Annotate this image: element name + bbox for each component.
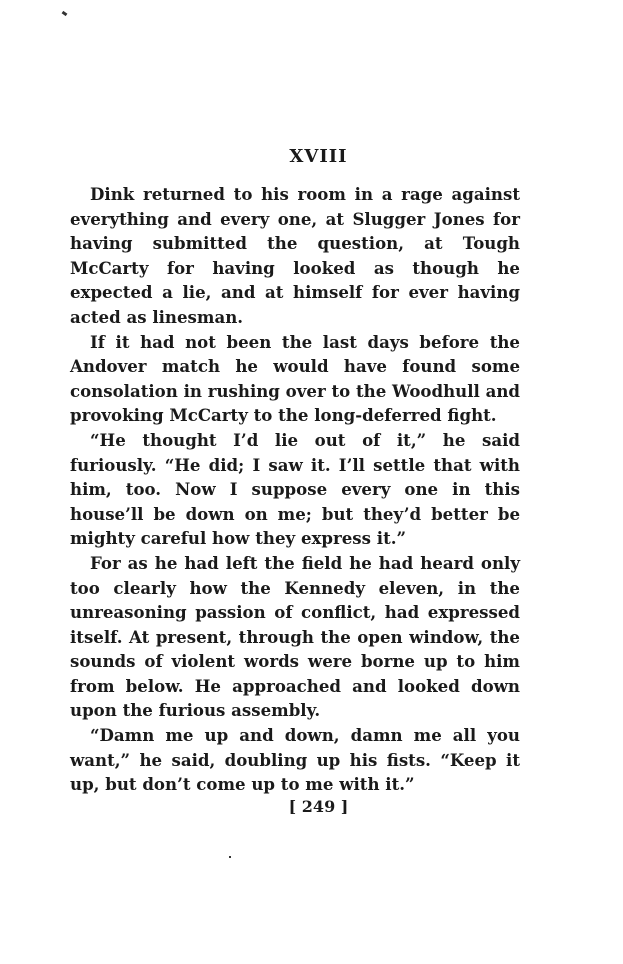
paragraph: For as he had left the field he had heard only too clearly how the Kennedy eleven, in the unreasoning passion of conflict, had expressed itself. At present, through the open window, the sounds of violent words were borne up to him from below. He approached and looked down upon the furious assembly. [70,552,520,721]
paragraph: Dink returned to his room in a rage against everything and every one, at Slugger Jones for having submitted the question, at Tough McCarty for having looked as though he expected a lie, and at himself for ever having acted as linesman. [70,184,520,327]
paragraph: “Damn me up and down, damn me all you want,” he said, doubling up his fists. “Keep it up, but don’t come up to me with it.” [70,725,520,795]
scan-speck [62,11,68,16]
page-number: [ 249 ] [288,797,349,816]
paragraph: If it had not been the last days before the Andover match he would have found some consolation in rushing over to the Woodhull and provoking McCarty to the long-deferred fight. [70,331,520,426]
paragraph: “He thought I’d lie out of it,” he said furiously. “He did; I saw it. I’ll settle that with him, too. Now I suppose every one in this house’ll be down on me; but they’d better be mighty careful how they express it.” [70,429,520,549]
scan-speck [229,856,231,858]
chapter-body [70,182,520,797]
chapter-heading: XVIII [289,146,348,167]
